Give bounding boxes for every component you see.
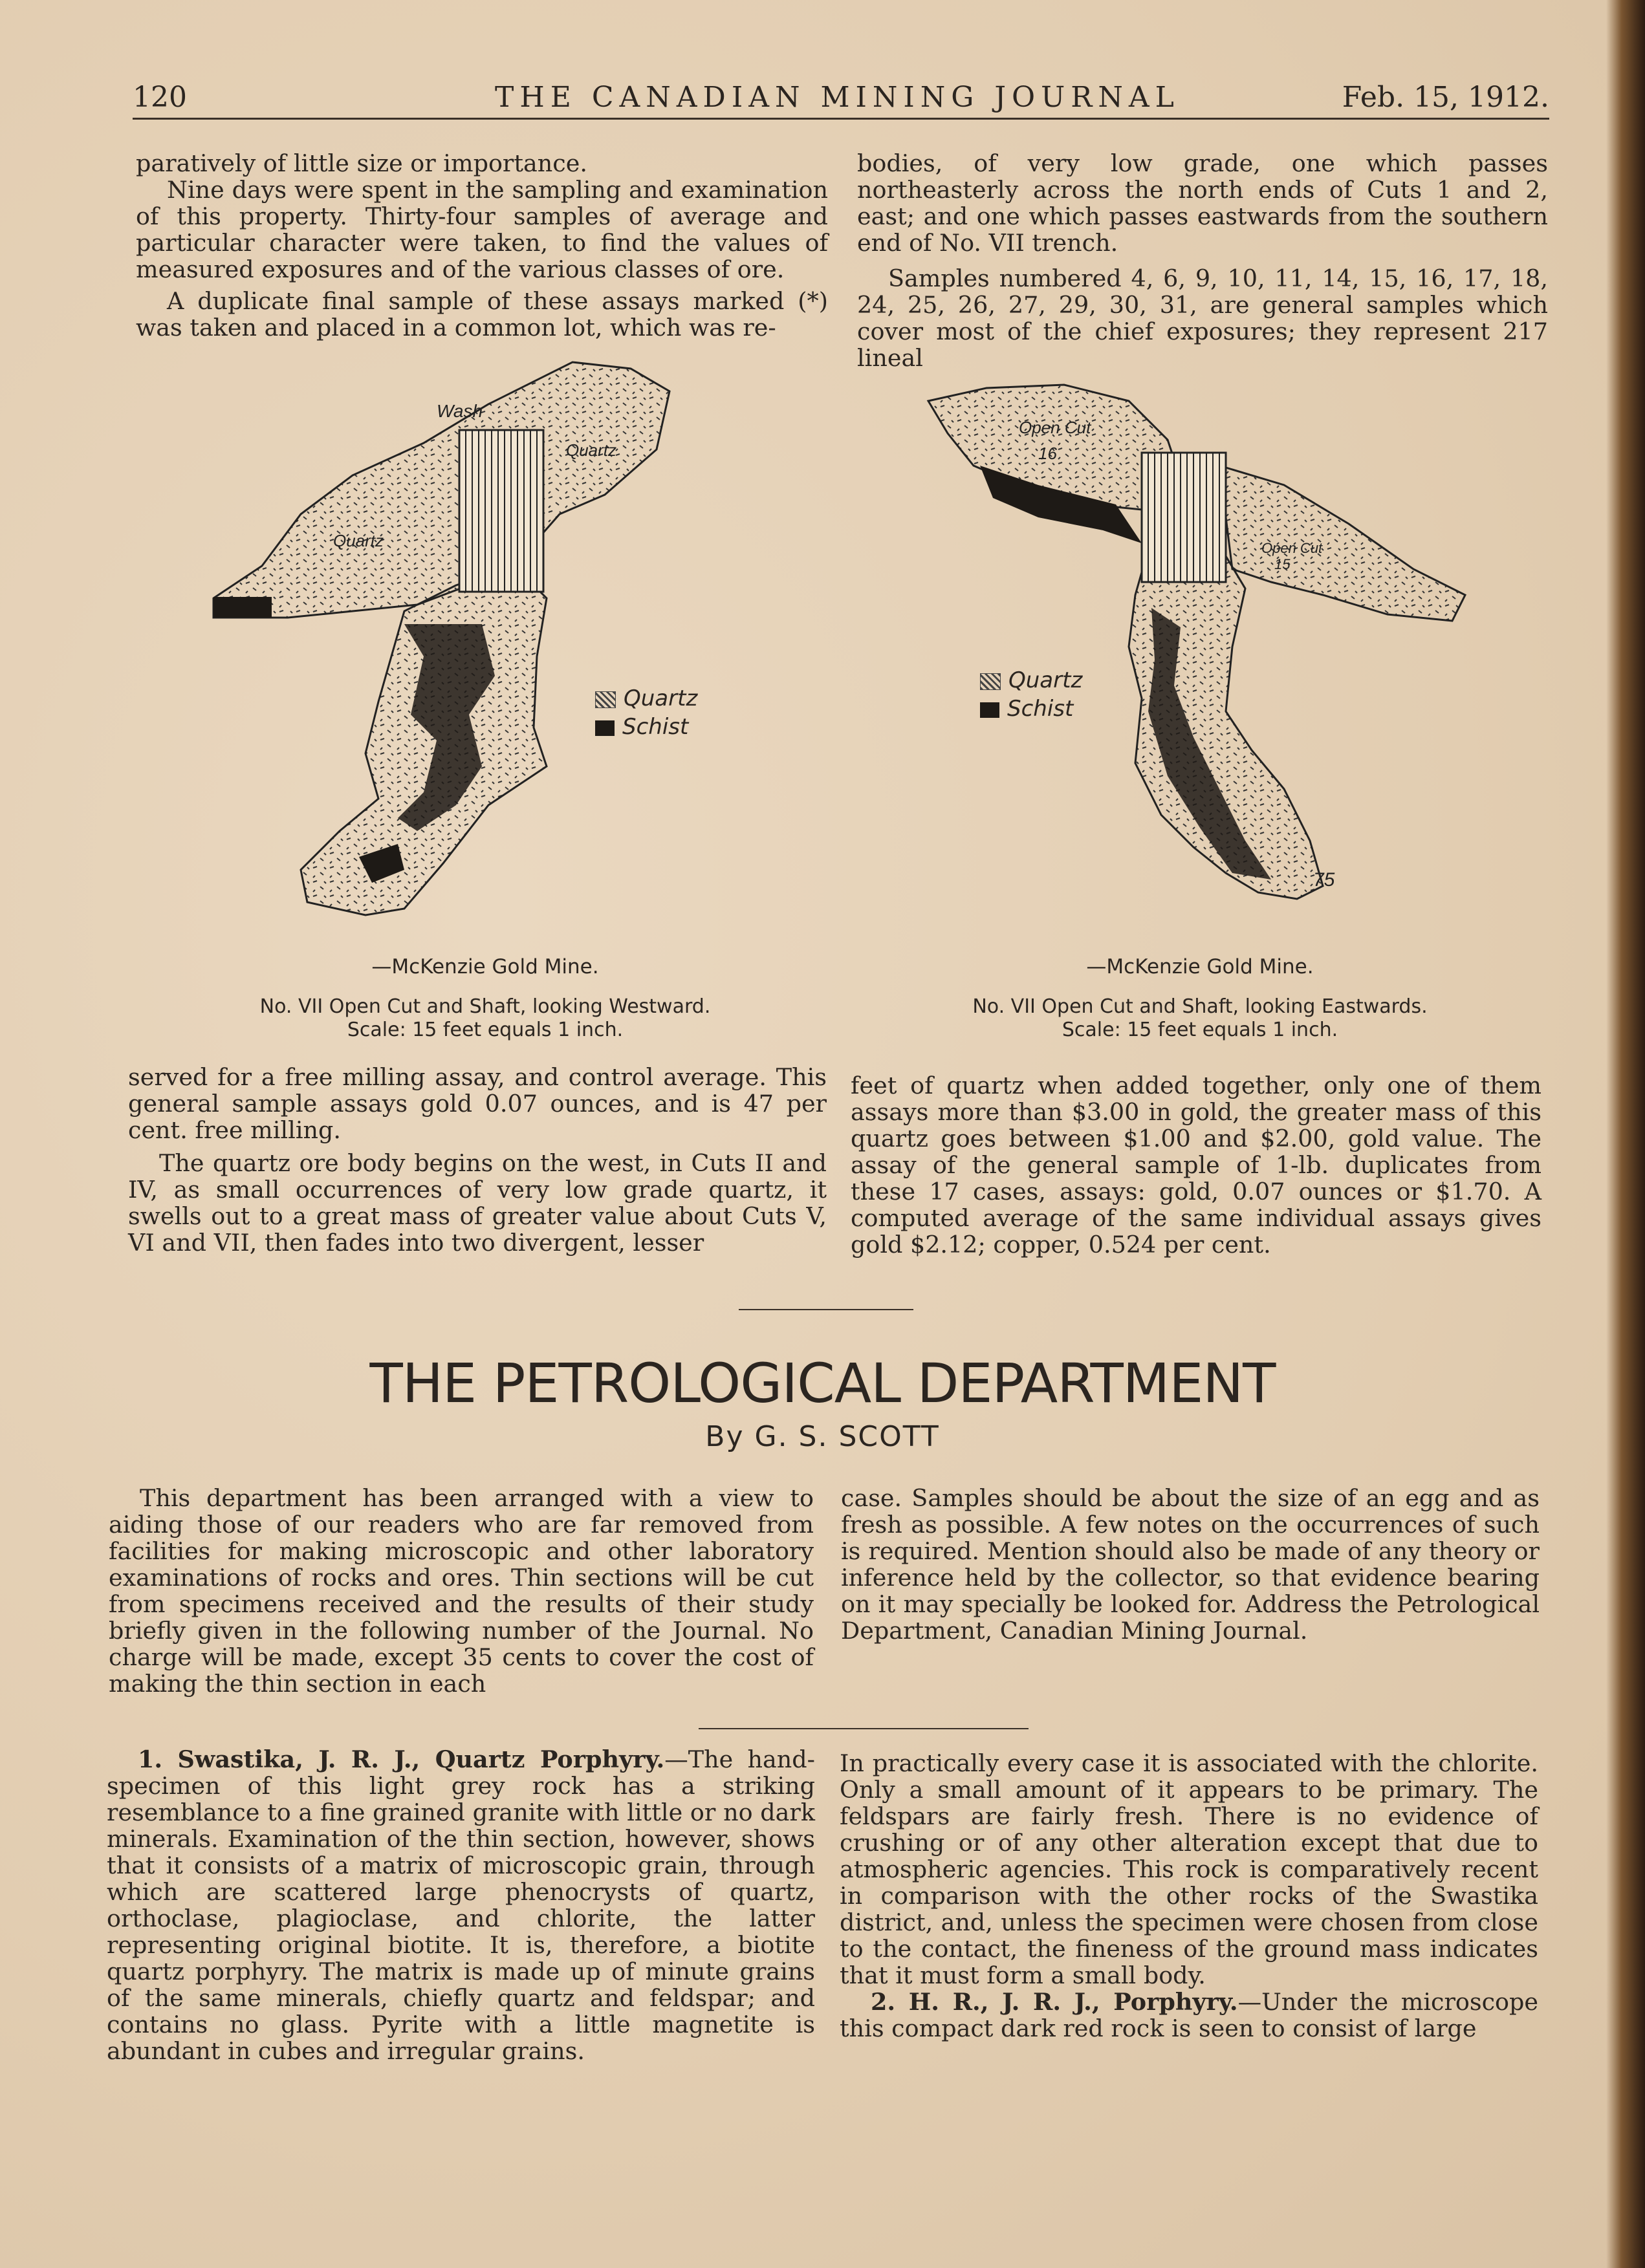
label-15: 15 <box>1274 556 1291 572</box>
mid-right-column <box>851 1072 1542 1258</box>
caption-title: No. VII Open Cut and Shaft, looking Westward. <box>259 995 711 1018</box>
page-number: 120 <box>133 81 187 114</box>
paragraph: Nine days were spent in the sampling and examination of this property. Thirty-four samples of average and particular character were taken, to find the values of measured exposures and of the various classes of ore. <box>136 176 828 283</box>
body-right-column <box>840 1750 1538 2042</box>
intro-separator <box>699 1728 1029 1729</box>
article-title: THE PETROLOGICAL DEPARTMENT <box>369 1352 1276 1415</box>
paragraph: A duplicate final sample of these assays marked (*) was taken and placed in a common lot, which was re- <box>136 287 828 341</box>
journal-title: THE CANADIAN MINING JOURNAL <box>495 81 1180 114</box>
top-left-column <box>136 150 828 341</box>
paragraph: The quartz ore body begins on the west, in Cuts II and IV, as small occurrences of very low grade quartz, it swells out to a great mass of greater value about Cuts V, VI and VII, then fades into two divergent, lesser <box>128 1149 827 1257</box>
label-open-cut-lower: Open Cut <box>1261 540 1323 556</box>
section-separator <box>739 1309 913 1310</box>
paragraph: This department has been arranged with a view to aiding those of our readers who are far removed from facilities for making microscopic and other laboratory examinations of rocks and ores. Thin sections will be cut from specimens received and the results of their study briefly given in the following number of the Journal. No charge will be made, except 35 cents to cover the cost of making the thin section in each <box>109 1484 814 1698</box>
header-rule <box>133 118 1549 120</box>
legend-schist: Schist <box>622 714 689 740</box>
running-header <box>133 81 1549 120</box>
caption-title: No. VII Open Cut and Shaft, looking Eastwards. <box>972 995 1428 1018</box>
item-heading: 2. H. R., J. R. J., Porphyry. <box>871 1988 1238 2016</box>
paragraph: Samples numbered 4, 6, 9, 10, 11, 14, 15, 16, 17, 18, 24, 25, 26, 27, 29, 30, 31, are general samples which cover most of the chief exposures; they represent 217 lineal <box>857 265 1548 372</box>
intro-right-column <box>841 1485 1540 1644</box>
caption-scale: Scale: 15 feet equals 1 inch. <box>347 1019 624 1041</box>
item-heading: 1. Swastika, J. R. J., Quartz Porphyry. <box>138 1745 665 1773</box>
mid-left-column <box>128 1064 827 1256</box>
shaft-diagram-eastward <box>922 375 1472 925</box>
paragraph: —The hand-specimen of this light grey rock has a striking resemblance to a fine grained granite with little or no dark minerals. Examination of the thin section, however, shows that it consists of a matrix of microscopic grain, through which are scattered large phenocrysts of quartz, orthoclase, plagioclase, and chlorite, the latter representing original biotite. It is, therefore, a biotite quartz porphyry. The matrix is made up of minute grains of the same minerals, chiefly quartz and feldspar; and contains no glass. Pyrite with a little magnetite is abundant in cubes and irregular grains. <box>107 1745 816 2065</box>
intro-left-column <box>109 1485 814 1697</box>
label-quartz-lower: Quartz <box>333 531 384 550</box>
legend-quartz: Quartz <box>1008 667 1083 693</box>
legend-eastward <box>980 666 1082 723</box>
caption-eastward <box>857 954 1543 1042</box>
caption-westward <box>142 954 828 1042</box>
legend-schist: Schist <box>1007 696 1074 722</box>
label-75: 75 <box>1313 869 1335 891</box>
schist-swatch-icon <box>595 720 615 736</box>
legend-quartz: Quartz <box>624 686 698 711</box>
page-edge-shadow <box>1606 0 1645 2268</box>
quartz-swatch-icon <box>980 673 1001 690</box>
paragraph: feet of quartz when added together, only one of them assays more than $3.00 in gold, the greater mass of this quartz goes between $1.00 and $2.00, gold value. The assay of the general sample of 1-lb. duplicates from these 17 cases, assays: gold, 0.07 ounces or $1.70. A computed average of the same individual assays gives gold $2.12; copper, 0.524 per cent. <box>851 1072 1542 1258</box>
label-open-cut-upper: Open Cut <box>1019 418 1091 437</box>
legend-westward <box>595 684 697 741</box>
schist-swatch-icon <box>980 702 999 718</box>
paragraph: served for a free milling assay, and control average. This general sample assays gold 0.07 ounces, and is 47 per cent. free milling. <box>128 1063 827 1144</box>
issue-date: Feb. 15, 1912. <box>1342 81 1549 114</box>
caption-source: —McKenzie Gold Mine. <box>1086 955 1314 978</box>
label-wash: Wash <box>437 401 483 421</box>
label-quartz-upper: Quartz <box>566 440 617 460</box>
label-16: 16 <box>1038 444 1057 463</box>
quartz-swatch-icon <box>595 691 616 708</box>
caption-scale: Scale: 15 feet equals 1 inch. <box>1062 1019 1338 1041</box>
paragraph: bodies, of very low grade, one which passes northeasterly across the north ends of Cuts 1 and 2, east; and one which passes eastwards from the southern end of No. VII trench. <box>857 149 1548 257</box>
paragraph: In practically every case it is associated with the chlorite. Only a small amount of it appears to be primary. The feldspars are fairly fresh. There is no evidence of crushing or of any other alteration except that due to atmospheric agencies. This rock is comparatively recent in comparison with the other rocks of the Swastika district, and, unless the specimen were chosen from close to the contact, the fineness of the ground mass indicates that it must form a small body. <box>840 1749 1538 1989</box>
paragraph: —Under the microscope this compact dark red rock is seen to consist of large <box>840 1988 1538 2042</box>
caption-source: —McKenzie Gold Mine. <box>371 955 599 978</box>
shaft-diagram-westward <box>210 352 754 928</box>
article-byline: By G. S. SCOTT <box>705 1420 940 1453</box>
paragraph: paratively of little size or importance. <box>136 149 587 177</box>
paragraph: case. Samples should be about the size of an egg and as fresh as possible. A few notes on the occurrences of such is required. Mention should also be made of any theory or inference held by the collector, so that evidence bearing on it may specially be looked for. Address the Petrological Department, Canadian Mining Journal. <box>841 1484 1540 1645</box>
top-right-column <box>857 150 1548 371</box>
body-left-column <box>107 1746 815 2064</box>
